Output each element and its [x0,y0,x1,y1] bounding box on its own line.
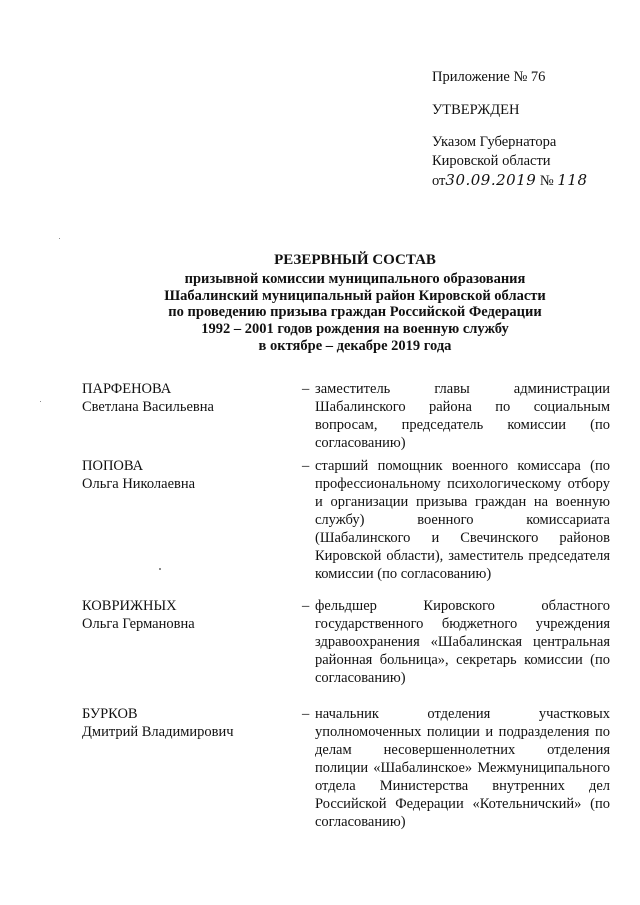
scan-speck [59,238,60,239]
decree-line-2: Кировской области [432,153,551,169]
decree-date-line [432,171,588,191]
handwritten-date: 30.09.2019 [445,171,537,189]
member-surname: БУРКОВ [82,706,138,722]
member-given-name: Ольга Германовна [82,616,195,632]
member-surname: КОВРИЖНЫХ [82,598,177,614]
member-role: старший помощник военного комиссара (по профессиональному психологическому отбору и организации призыва граждан на военную службу) военного комиссариата (Шабалинского и Свечинского районов Кировской области), заместитель председателя комиссии (по согласованию) [315,458,610,582]
scan-speck [40,401,41,402]
member-given-name: Ольга Николаевна [82,476,196,492]
approved-label: УТВЕРЖДЕН [432,102,520,118]
member-dash: – [302,381,310,397]
title-line: призывной комиссии муниципального образования [184,270,526,287]
scan-speck [159,568,161,570]
title-line: 1992 – 2001 годов рождения на военную службу [201,321,509,338]
member-dash: – [302,458,310,474]
member-name [82,457,292,493]
title-line: в октябре – декабре 2019 года [258,337,452,354]
title-line: Шабалинский муниципальный район Кировской области [164,287,546,304]
appendix-number: Приложение № 76 [432,69,546,85]
appendix-block [432,68,588,191]
member-role: фельдшер Кировского областного государственного бюджетного учреждения здравоохранения «Шабалинская центральная районная больница», секретарь комиссии (по согласованию) [315,598,610,686]
date-prefix: от [432,173,446,189]
member-dash: – [302,598,310,614]
member-name [82,597,292,633]
member-surname: ПОПОВА [82,458,144,474]
member-given-name: Дмитрий Владимирович [82,724,234,740]
member-name [82,380,292,416]
member-name [82,705,292,741]
handwritten-number: 118 [557,171,588,189]
member-given-name: Светлана Васильевна [82,399,214,415]
document-title [100,252,610,355]
member-surname: ПАРФЕНОВА [82,381,172,397]
number-prefix: № [539,173,554,189]
title-line: по проведению призыва граждан Российской Федерации [168,304,542,321]
member-role: заместитель главы администрации Шабалинского района по социальным вопросам, председатель комиссии (по согласованию) [315,381,610,451]
member-dash: – [302,706,310,722]
decree-line-1: Указом Губернатора [432,134,557,150]
title-main: РЕЗЕРВНЫЙ СОСТАВ [274,252,436,268]
member-role: начальник отделения участковых уполномоченных полиции и подразделения по делам несовершеннолетних отделения полиции «Шабалинское» Межмуниципального отдела Министерства внутренних дел Российской Федерации «Котельничский» (по согласованию) [315,706,610,830]
